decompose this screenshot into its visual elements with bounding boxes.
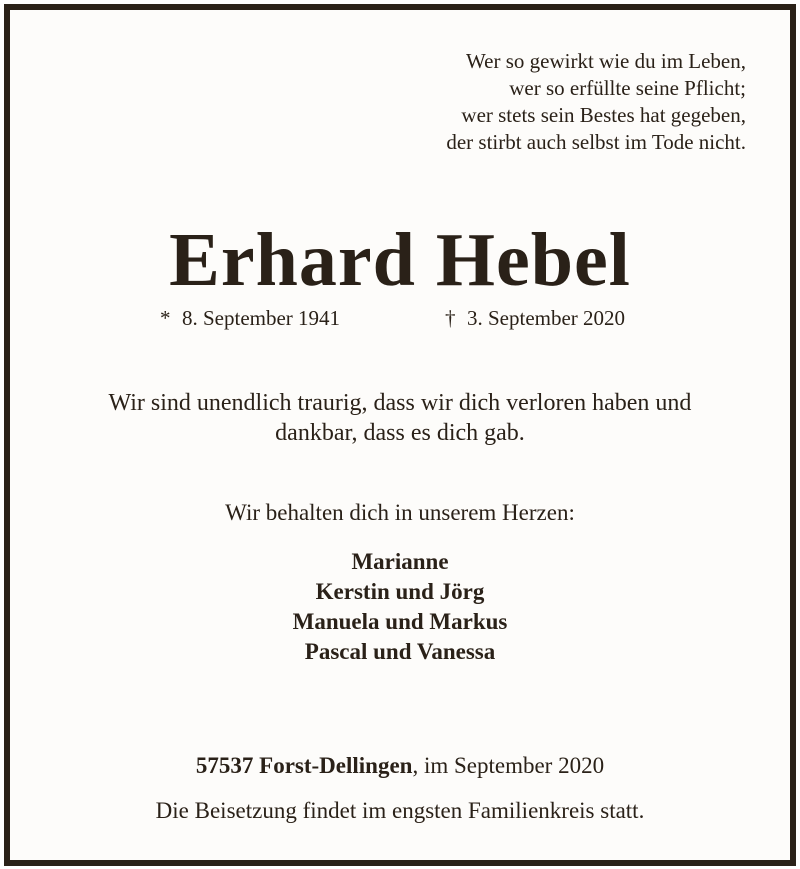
poem-line: Wer so gewirkt wie du im Leben, bbox=[466, 49, 746, 73]
birth-date: 8. September 1941 bbox=[182, 306, 341, 330]
birth-date-group bbox=[160, 306, 340, 331]
death-date-group bbox=[445, 306, 625, 331]
deceased-name: Erhard Hebel bbox=[169, 218, 631, 302]
obituary-frame bbox=[4, 4, 796, 866]
family-member: Manuela und Markus bbox=[292, 609, 508, 634]
family-member: Pascal und Vanessa bbox=[304, 639, 496, 664]
birth-symbol: * bbox=[160, 306, 171, 330]
message-line: dankbar, dass es dich gab. bbox=[275, 420, 525, 446]
death-date: 3. September 2020 bbox=[467, 306, 626, 330]
date-text: , im September 2020 bbox=[412, 753, 605, 778]
place-name: 57537 Forst-Dellingen bbox=[195, 753, 413, 778]
family-member: Marianne bbox=[351, 549, 449, 574]
burial-notice: Die Beisetzung findet im engsten Familienkreis statt. bbox=[155, 798, 645, 823]
message-line: Wir sind unendlich traurig, dass wir dich verloren haben und bbox=[108, 390, 692, 416]
condolence-message bbox=[50, 388, 750, 448]
death-symbol: † bbox=[445, 306, 456, 330]
poem-line: wer so erfüllte seine Pflicht; bbox=[509, 76, 746, 100]
keep-in-heart-text: Wir behalten dich in unserem Herzen: bbox=[225, 500, 575, 525]
poem-line: wer stets sein Bestes hat gegeben, bbox=[461, 103, 746, 127]
poem-line: der stirbt auch selbst im Tode nicht. bbox=[446, 130, 746, 154]
family-member: Kerstin und Jörg bbox=[315, 579, 485, 604]
life-dates bbox=[160, 306, 680, 336]
place-date-line bbox=[10, 753, 790, 779]
poem bbox=[446, 48, 746, 156]
family-list bbox=[10, 547, 790, 667]
